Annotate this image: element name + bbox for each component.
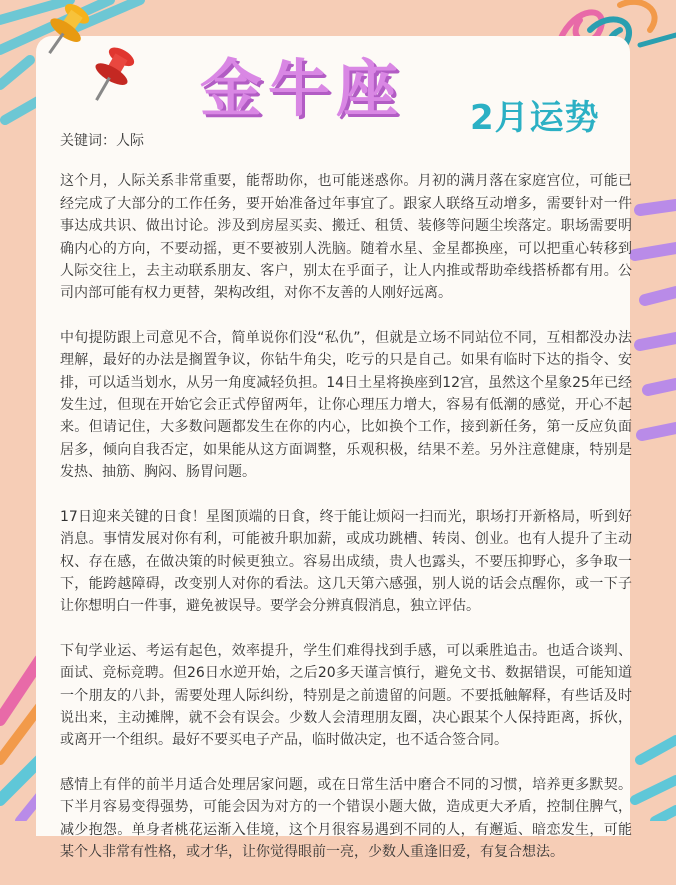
blue-brush-bottom-right	[635, 740, 676, 821]
paragraph-5: 感情上有伴的前半月适合处理居家问题，或在日常生活中磨合不同的习惯，培养更多默契。下半月容易变得强势，可能会因为对方的一个错误小题大做，造成更大矛盾，控制住脾气，减少抱怨。单身者桃花运渐入佳境，这个月很容易遇到不同的人，有邂逅、暗恋发生，可能某个人非常有性格，或才华，让你觉得眼前一亮，少数人重逢旧爱，有复合想法。	[60, 776, 632, 860]
purple-stripes-right	[635, 205, 676, 435]
paragraph-1: 这个月，人际关系非常重要，能帮助你，也可能迷惑你。月初的满月落在家庭宫位，可能已经完成了大部分的工作任务，要开始准备过年事宜了。跟家人联络互动增多，需要针对一件事达成共识、做出讨论。涉及到房屋买卖、搬迁、租赁、装修等问题尘埃落定。职场需要明确内心的方向，不要动摇，更不要被别人洗脑。随着水星、金星都换座，可以把重心转移到人际交往上，去主动联系朋友、客户，别太在乎面子，让人内推或帮助牵线搭桥都有用。公司内部可能有权力更替，架构改组，对你不友善的人刚好远离。	[60, 173, 632, 302]
paragraph-4: 下旬学业运、考运有起色，效率提升，学生们难得找到手感，可以乘胜追击。也适合谈判、面试、竞标竞聘。但26日水逆开始，之后20多天谨言慎行，避免文书、数据错误，可能知道一个朋友的八卦，需要处理人际纠纷，特别是之前遗留的问题。不要抵触解释，有些话及时说出来，主动摊牌，就不会有误会。少数人会清理朋友圈，决心跟某个人保持距离，拆伙，或离开一个组织。最好不要买电子产品，临时做决定，也不适合签合同。	[60, 642, 632, 749]
page-subtitle: 2月运势	[470, 98, 600, 138]
paragraph-2: 中旬提防跟上司意见不合，简单说你们没“私仇”，但就是立场不同站位不同，互相都没办法理解，最好的办法是搁置争议，你钻牛角尖，吃亏的只是自己。如果有临时下达的指令、安排，可以适当划水，从另一角度减轻负担。14日土星将换座到12宫，虽然这个星象25年已经发生过，但现在开始它会正式停留两年，让你心理压力增大，容易有低潮的感觉，开心不起来。但请记住，大多数问题都发生在你的内心，比如换个工作，接到新任务，第一反应负面居多，倾向自我否定，如果能从这方面调整，乐观积极，结果不差。另外注意健康，特别是发热、抽筋、胸闷、肠胃问题。	[60, 329, 632, 481]
keywords-line: 关键词：人际	[60, 133, 144, 149]
article-body	[60, 130, 632, 885]
paragraph-3: 17日迎来关键的日食！星图顶端的日食，终于能让烦闷一扫而光，职场打开新格局，听到好消息。事情发展对你有利，可能被升职加薪，或成功跳槽、转岗、创业。也有人提升了主动权、存在感，在做决策的时候更独立。容易出成绩，贵人也露头，不要压抑野心，多争取一下，能跨越障碍，改变别人对你的看法。这几天第六感强，别人说的话会点醒你，或一下子让你想明白一件事，避免被误导。要学会分辨真假消息，独立评估。	[60, 508, 632, 615]
title-block	[200, 52, 405, 125]
page-title: 金牛座	[200, 52, 405, 125]
